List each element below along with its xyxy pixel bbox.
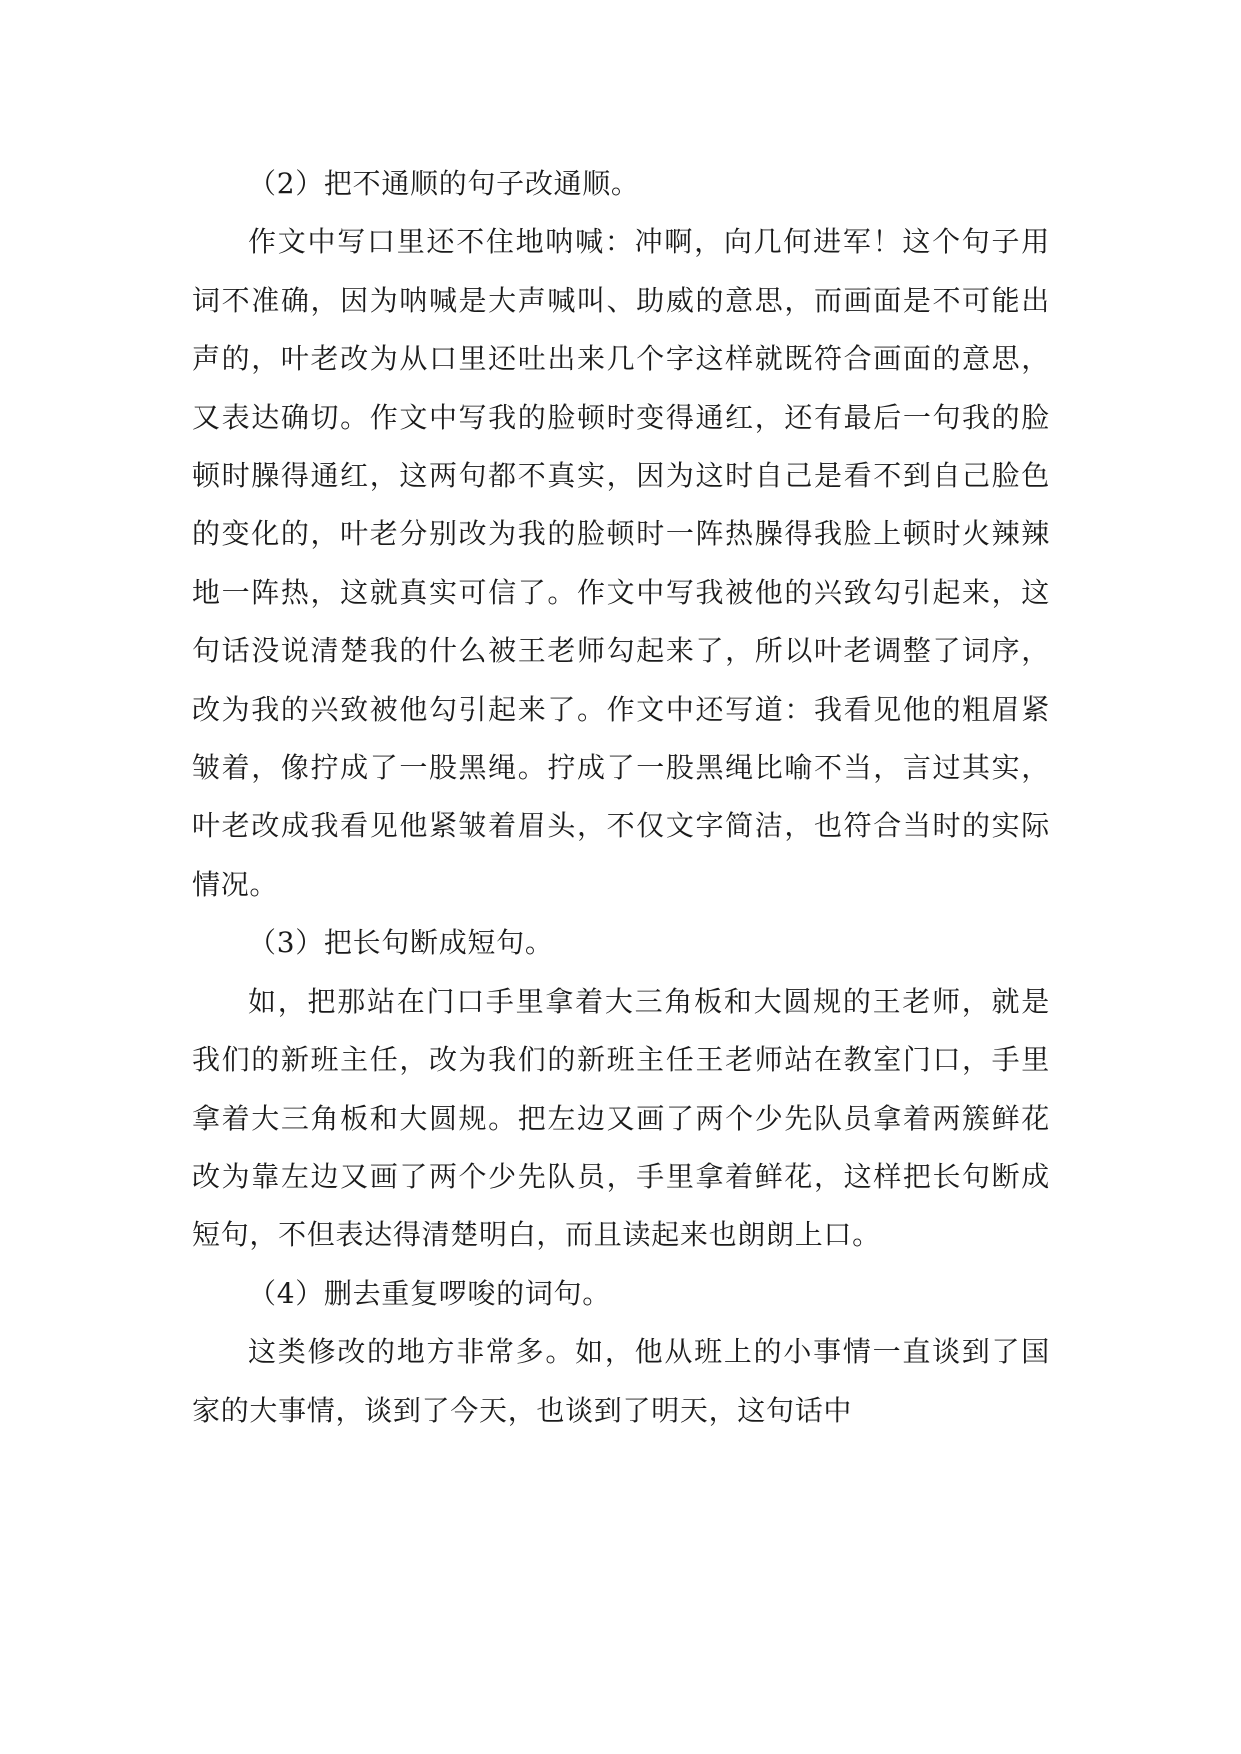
body-paragraph: 作文中写口里还不住地呐喊：冲啊，向几何进军！这个句子用词不准确，因为呐喊是大声喊叫、助威的意思，而画面是不可能出声的，叶老改为从口里还吐出来几个字这样就既符合画面的意思，又表达确切。作文中写我的脸顿时变得通红，还有最后一句我的脸顿时臊得通红，这两句都不真实，因为这时自己是看不到自己脸色的变化的，叶老分别改为我的脸顿时一阵热臊得我脸上顿时火辣辣地一阵热，这就真实可信了。作文中写我被他的兴致勾引起来，这句话没说清楚我的什么被王老师勾起来了，所以叶老调整了词序，改为我的兴致被他勾引起来了。作文中还写道：我看见他的粗眉紧皱着，像拧成了一股黑绳。拧成了一股黑绳比喻不当，言过其实，叶老改成我看见他紧皱着眉头，不仅文字简洁，也符合当时的实际情况。 [192, 225, 1050, 901]
body-paragraph: 这类修改的地方非常多。如，他从班上的小事情一直谈到了国家的大事情，谈到了今天，也谈到了明天，这句话中 [192, 1335, 1050, 1427]
document-body [192, 155, 1050, 1440]
section-heading-4: （4）删去重复啰唆的词句。 [248, 1276, 611, 1310]
section-heading-2: （2）把不通顺的句子改通顺。 [248, 167, 640, 200]
body-paragraph: 如，把那站在门口手里拿着大三角板和大圆规的王老师，就是我们的新班主任，改为我们的新班主任王老师站在教室门口，手里拿着大三角板和大圆规。把左边又画了两个少先队员拿着两簇鲜花改为靠左边又画了两个少先队员，手里拿着鲜花，这样把长句断成短句，不但表达得清楚明白，而且读起来也朗朗上口。 [192, 984, 1050, 1252]
section-heading-3: （3）把长句断成短句。 [248, 926, 554, 960]
